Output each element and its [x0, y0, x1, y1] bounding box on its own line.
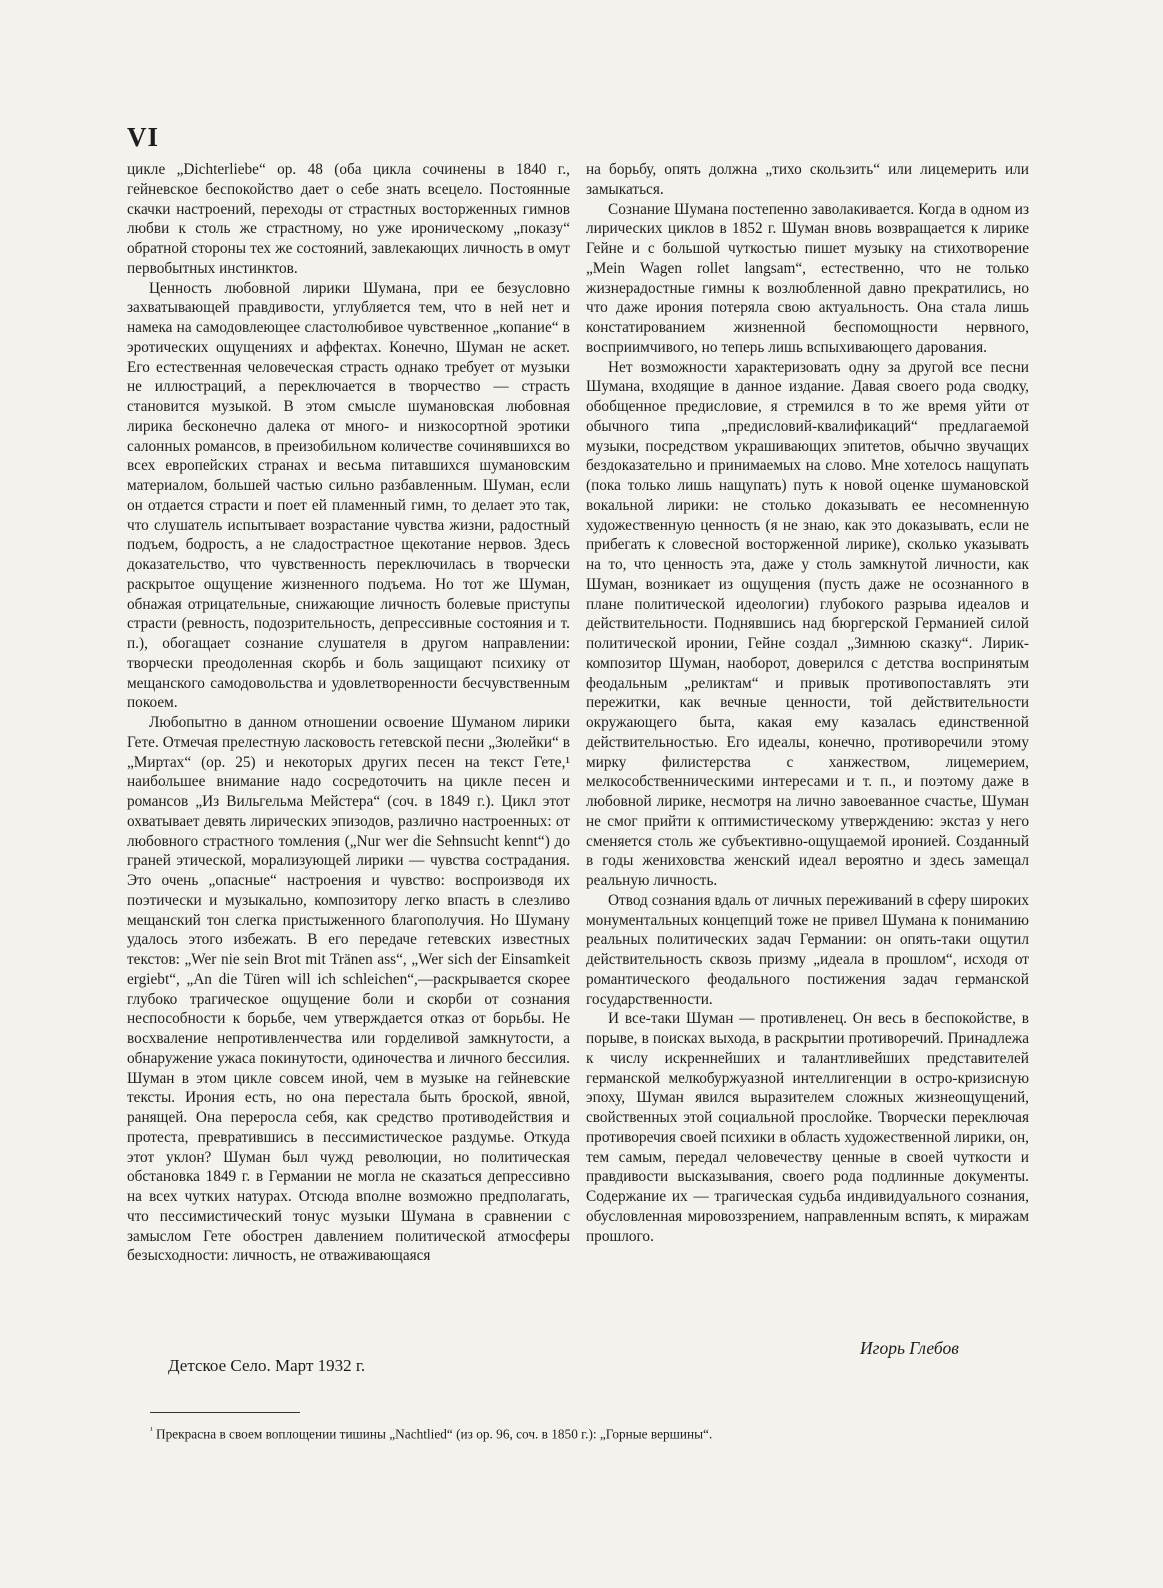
footnote-text: Прекрасна в своем воплощении тишины „Nachtlied“ (из ор. 96, соч. в 1850 г.): „Горные вершины“.: [156, 1426, 713, 1442]
paragraph: И все-таки Шуман — противленец. Он весь в беспокойстве, в порыве, в поисках выхода, в раскрытии противоречий. Принадлежа к числу искреннейших и талантливейших представителей германской мелкобуржуазной интеллигенции в остро-кризисную эпоху, Шуман явился выразителем сложных жизнеощущений, свойственных этой социальной прослойке. Творчески переключая противоречия своей психики в область художественной лирики, он, тем самым, передал человечеству ценные в своей чуткости и правдивости высказывания, своего рода подлинные документы. Содержание их — трагическая судьба индивидуального сознания, обусловленная мировоззрением, направленным вспять, к миражам прошлого.: [586, 1010, 1029, 1245]
paragraph: на борьбу, опять должна „тихо скользить“ или лицемерить или замыкаться.: [586, 161, 1029, 198]
right-column: [586, 160, 1029, 1246]
paragraph: Отвод сознания вдаль от личных переживаний в сферу широких монументальных концепций тоже не привел Шумана к пониманию реальных политических задач Германии: он опять-таки ощутил действительность сквозь призму „идеала в прошлом“, исходя от романтического феодального постижения задач германской государственности.: [586, 891, 1029, 1008]
author-signature: Игорь Глебов: [860, 1338, 959, 1358]
paragraph: Нет возможности характеризовать одну за другой все песни Шумана, входящие в данное издание. Давая своего рода сводку, обобщенное предисловие, я стремился в то же время уйти от обычного типа „предисловий-квалификаций“ предлагаемой музыки, посредством украшивающих эпитетов, обычно звучащих бездоказательно и принимаемых на слово. Мне хотелось нащупать (пока только лишь нащупать) путь к новой оценке шумановской вокальной лирики: не столько доказывать ее несомненную художественную ценность (я не знаю, как это доказывать, если не прибегать к словесной восторженной лирике), сколько указывать на то, что ценность эта, даже у столь замкнутой личности, как Шуман, возникает из ощущения (пусть даже не осознанного в плане политической идеологии) глубокого разрыва идеалов и действительности. Поднявшись над бюргерской Германией силой политической иронии, Гейне создал „Зимнюю сказку“. Лирик-композитор Шуман, наоборот, доверился с детства воспринятым феодальным „реликтам“ и привык противопоставлять эти пережитки, как вечные ценности, той действительности окружающего быта, какая ему казалась единственной действительностью. Его идеалы, конечно, противоречили этому мирку филистерства с ханжеством, лицемерием, мелкособственническими интересами и т. п., и поэтому даже в любовной лирике, несмотря на лично завоеванное счастье, Шуман не смог прийти к оптимистическому утверждению: экстаз у него сменяется столь же субъективно-ощущаемой иронией. Созданный в годы жениховства женский идеал вероятно и здесь замещал реальную личность.: [586, 358, 1029, 889]
footnote-divider: [150, 1412, 300, 1413]
paragraph: Сознание Шумана постепенно заволакивается. Когда в одном из лирических циклов в 1852 г. Шуман вновь возвращается к лирике Гейне и с большой чуткостью пишет музыку на стихотворение „Mein Wagen rollet langsam“, естественно, что не только жизнерадостные гимны к возлюбленной давно прекратились, но что даже ирония потеряла свою актуальность. Она стала лишь констатированием жизненной беспомощности нервного, восприимчивого, но теперь лишь вспыхивающего дарования.: [586, 200, 1029, 356]
page-number: VI: [127, 122, 160, 152]
footnote-mark: ¹: [150, 1425, 153, 1435]
place-date: Детское Село. Март 1932 г.: [168, 1356, 366, 1375]
paragraph: цикле „Dichterliebe“ ор. 48 (оба цикла сочинены в 1840 г., гейневское беспокойство дает о себе знать всецело. Постоянные скачки настроений, переходы от страстных восторженных гимнов любви к столь же страстному, но уже ироническому „показу“ обратной стороны тех же состояний, завлекающих личность в омут первобытных инстинктов.: [127, 161, 570, 277]
paragraph: Ценность любовной лирики Шумана, при ее безусловно захватывающей правдивости, углубляется тем, что в ней нет и намека на самодовлеющее сластолюбивое чувственное „копание“ в эротических ощущениях и аффектах. Конечно, Шуман не аскет. Его естественная человеческая страсть однако требует от музыки не иллюстраций, а переключается в творчество — страсть становится музыкой. В этом смысле шумановская любовная лирика бесконечно далека от много- и низкосортной эротики салонных романсов, в преизобильном количестве сочинявшихся во всех европейских странах и весьма питавшихся шумановским материалом, большей частью сильно разбавленным. Шуман, если он отдается страсти и поет ей пламенный гимн, то делает это так, что слушатель испытывает возрастание чувства жизни, радостный подъем, бодрость, а не сладострастное щекотание нервов. Здесь доказательство, что чувственность переключилась в творчески раскрытое ощущение жизненного подъема. Но тот же Шуман, обнажая отрицательные, снижающие личность болевые приступы страсти (ревность, подозрительность, депрессивные состояния и т. п.), обогащает сознание слушателя в другом направлении: творчески преодоленная скорбь и боль защищают психику от мещанского самодовольства и удовлетворенности бесчувственным покоем.: [127, 279, 570, 712]
paragraph: Любопытно в данном отношении освоение Шуманом лирики Гете. Отмечая прелестную ласковость гетевской песни „Зюлейки“ в „Миртах“ (ор. 25) и некоторых других песен на текст Гете,¹ наибольшее внимание надо сосредоточить на цикле песен и романсов „Из Вильгельма Мейстера“ (соч. в 1849 г.). Цикл этот охватывает девять лирических эпизодов, различно настроенных: от любовного страстного томления („Nur wer die Sehnsucht kennt“) до граней этической, морализующей лирики — чувства сострадания. Это очень „опасные“ настроения и чувство: воспроизводя их поэтически и музыкально, композитору легко впасть в слезливо мещанский тон слегка пристыженного благополучия. Но Шуману удалось этого избежать. В его передаче гетевских известных текстов: „Wer nie sein Brot mit Tränen ass“, „Wer sich der Einsamkeit ergiebt“, „An die Türen will ich schleichen“,—раскрывается скорее глубоко трагическое ощущение боли и скорби от сознания неспособности к борьбе, чем утверждается отказ от борьбы. Не восхваление непротивленчества или горделивой замкнутости, а обнаружение ужаса покинутости, одиночества и личного бессилия. Шуман в этом цикле совсем иной, чем в музыке на гейневские тексты. Ирония есть, но она перестала быть броской, явной, ранящей. Она переросла себя, как средство противодействия и протеста, превратившись в пессимистическое раздумье. Откуда этот уклон? Шуман был чужд революции, но политическая обстановка 1849 г. в Германии не могла не сказаться депрессивно на всех чутких натурах. Отсюда вполне возможно предполагать, что пессимистический тонус музыки Шумана в сравнении с замыслом Гете обострен давлением политической атмосферы безысходности: личность, не отваживающаяся: [127, 714, 570, 1265]
left-column: [127, 160, 570, 1266]
footnote: [150, 1422, 1050, 1442]
